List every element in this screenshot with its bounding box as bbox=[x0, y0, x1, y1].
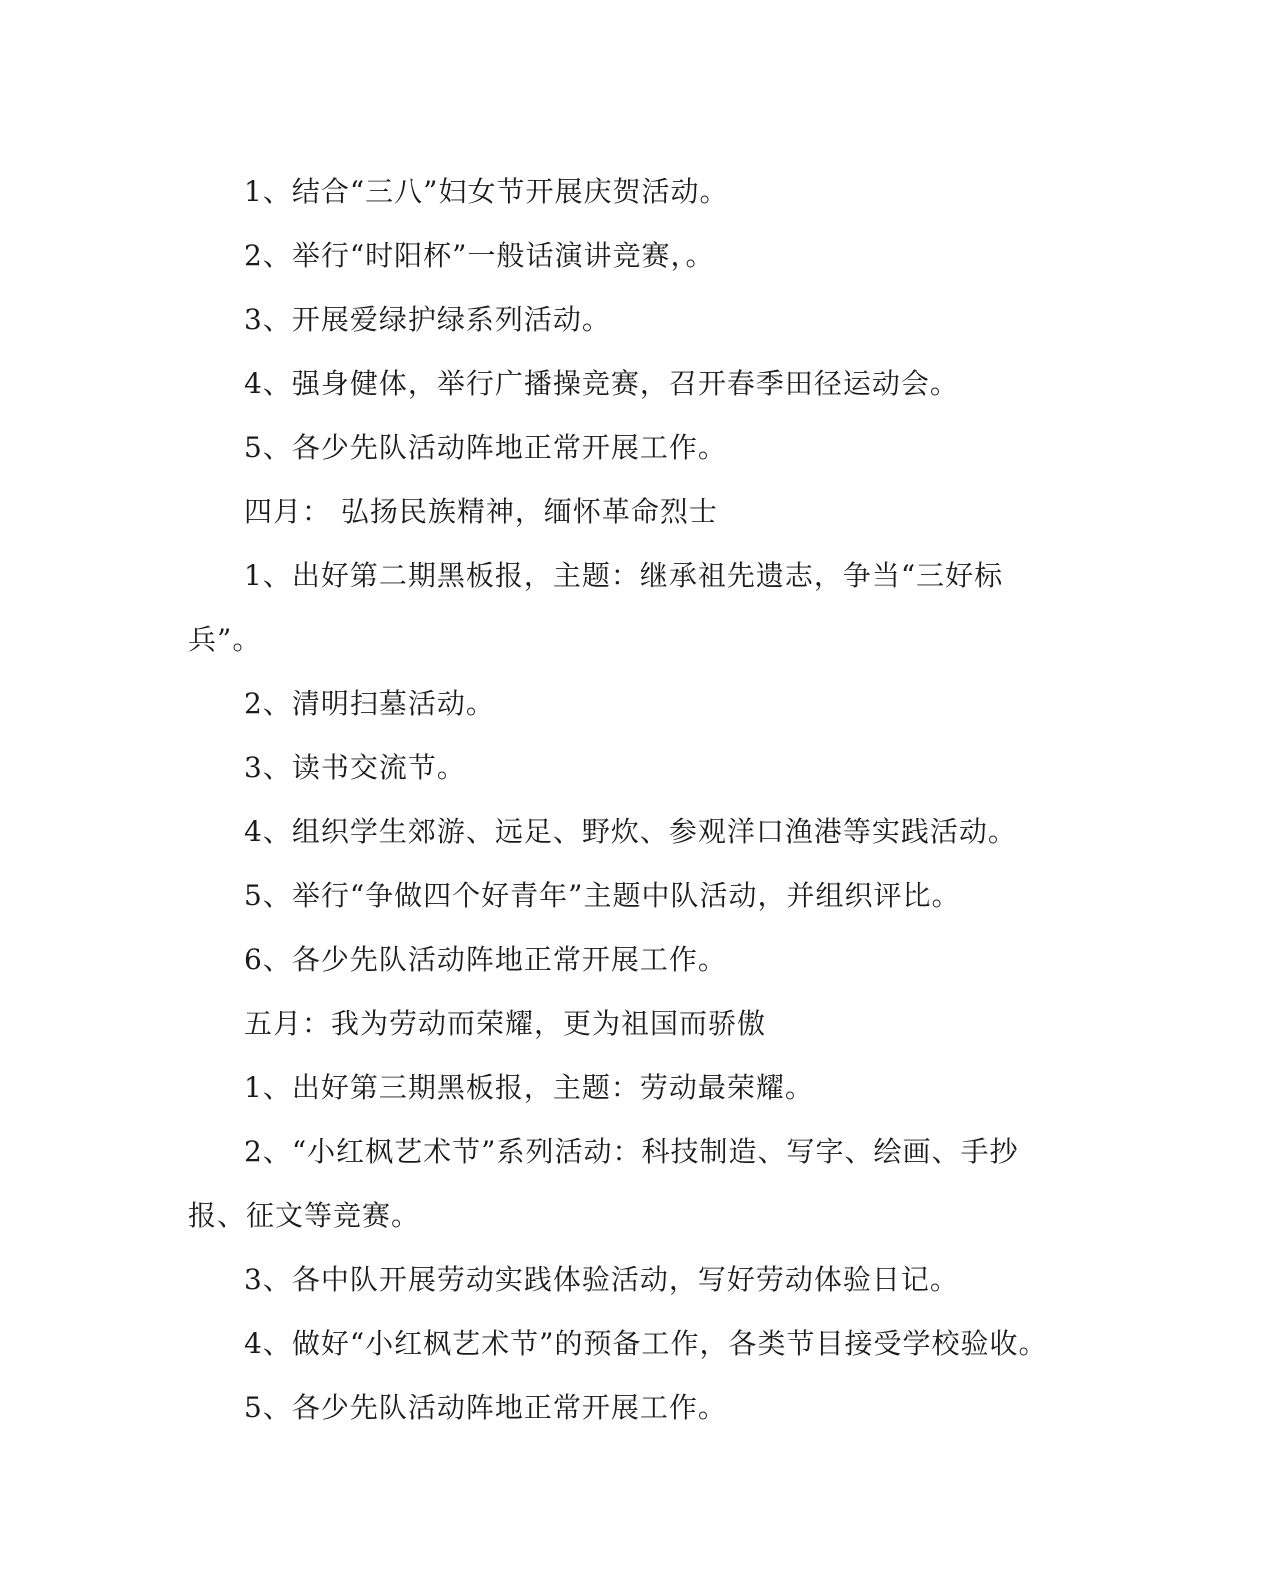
paragraph-april-2: 2、清明扫墓活动。 bbox=[244, 687, 495, 720]
paragraph-march-1: 1、结合“三八”妇女节开展庆贺活动。 bbox=[244, 175, 729, 208]
paragraph-march-4: 4、强身健体，举行广播操竞赛，召开春季田径运动会。 bbox=[244, 367, 959, 400]
heading-may: 五月：我为劳动而荣耀，更为祖国而骄傲 bbox=[244, 1007, 767, 1040]
document-body bbox=[188, 160, 1068, 1440]
paragraph-march-5: 5、各少先队活动阵地正常开展工作。 bbox=[244, 431, 727, 464]
paragraph-march-2: 2、举行“时阳杯”一般话演讲竞赛，。 bbox=[244, 239, 715, 272]
paragraph-may-5: 5、各少先队活动阵地正常开展工作。 bbox=[244, 1391, 727, 1424]
paragraph-may-1: 1、出好第三期黑板报，主题：劳动最荣耀。 bbox=[244, 1071, 814, 1104]
paragraph-april-1: 1、出好第二期黑板报，主题：继承祖先遗志，争当“三好标兵”。 bbox=[188, 559, 1004, 656]
paragraph-may-2: 2、“小红枫艺术节”系列活动：科技制造、写字、绘画、手抄报、征文等竞赛。 bbox=[188, 1135, 1019, 1232]
paragraph-may-3: 3、各中队开展劳动实践体验活动，写好劳动体验日记。 bbox=[244, 1263, 959, 1296]
paragraph-april-4: 4、组织学生郊游、远足、野炊、参观洋口渔港等实践活动。 bbox=[244, 815, 1017, 848]
paragraph-april-3: 3、读书交流节。 bbox=[244, 751, 466, 784]
paragraph-may-4: 4、做好“小红枫艺术节”的预备工作，各类节目接受学校验收。 bbox=[244, 1327, 1048, 1360]
heading-april: 四月： 弘扬民族精神，缅怀革命烈士 bbox=[244, 495, 718, 528]
paragraph-march-3: 3、开展爱绿护绿系列活动。 bbox=[244, 303, 611, 336]
paragraph-april-6: 6、各少先队活动阵地正常开展工作。 bbox=[244, 943, 727, 976]
paragraph-april-5: 5、举行“争做四个好青年”主题中队活动，并组织评比。 bbox=[244, 879, 961, 912]
